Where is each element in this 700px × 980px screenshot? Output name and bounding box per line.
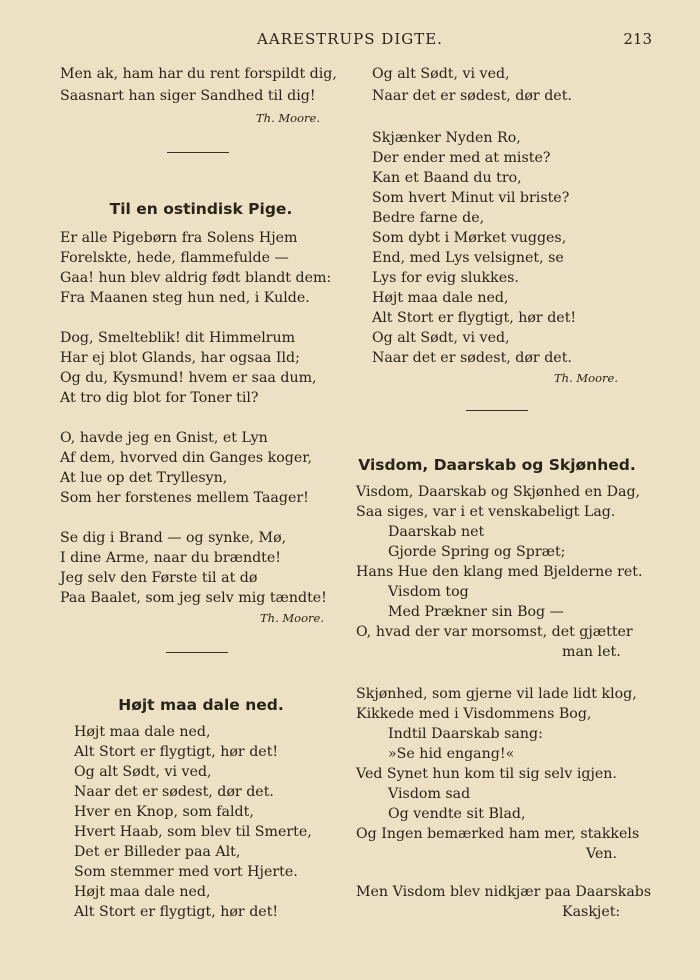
verse-line: Af dem, hvorved din Ganges koger, (60, 450, 312, 466)
verse-line: Visdom tog (388, 584, 469, 600)
verse-line: Kan et Baand du tro, (372, 170, 522, 186)
verse-line: Alt Stort er flygtigt, hør det! (372, 310, 577, 326)
verse-line: I dine Arme, naar du brændte! (60, 550, 281, 566)
verse-line: Ved Synet hun kom til sig selv igjen. (356, 766, 617, 782)
verse-line: man let. (562, 644, 621, 660)
verse-line: Hans Hue den klang med Bjelderne ret. (356, 564, 643, 580)
verse-line: Er alle Pigebørn fra Solens Hjem (60, 230, 298, 246)
verse-line: Hvert Haab, som blev til Smerte, (74, 824, 312, 840)
verse-line: Paa Baalet, som jeg selv mig tændte! (60, 590, 327, 606)
section-divider (167, 152, 229, 153)
verse-line: Skjænker Nyden Ro, (372, 130, 521, 146)
page-number: 213 (623, 30, 652, 48)
verse-line: Som her forstenes mellem Taager! (60, 490, 309, 506)
verse-line: Højt maa dale ned, (74, 724, 211, 740)
verse-line: Alt Stort er flygtigt, hør det! (74, 904, 279, 920)
attribution: Th. Moore. (256, 111, 320, 125)
verse-line: End, med Lys velsignet, se (372, 250, 564, 266)
verse-line: Lys for evig slukkes. (372, 270, 519, 286)
verse-line: Saa siges, var i et venskabeligt Lag. (356, 504, 616, 520)
section-divider (166, 652, 228, 653)
verse-line: Som stemmer med vort Hjerte. (74, 864, 298, 880)
verse-line: At lue op det Tryllesyn, (60, 470, 228, 486)
verse-line: Kikkede med i Visdommens Bog, (356, 706, 592, 722)
verse-line: Naar det er sødest, dør det. (372, 88, 572, 104)
verse-line: Og alt Sødt, vi ved, (372, 330, 510, 346)
verse-line: Dog, Smelteblik! dit Himmelrum (60, 330, 296, 346)
verse-line: Men ak, ham har du rent forspildt dig, (60, 66, 337, 82)
verse-line: Og alt Sødt, vi ved, (74, 764, 212, 780)
attribution: Th. Moore. (554, 371, 618, 385)
section-divider (466, 410, 528, 411)
verse-line: Der ender med at miste? (372, 150, 551, 166)
verse-line: Se dig i Brand — og synke, Mø, (60, 530, 287, 546)
poem-title: Visdom, Daarskab og Skjønhed. (358, 456, 636, 474)
verse-line: Naar det er sødest, dør det. (372, 350, 572, 366)
verse-line: O, hvad der var morsomst, det gjætter (356, 624, 633, 640)
verse-line: Men Visdom blev nidkjær paa Daarskabs (356, 884, 652, 900)
verse-line: Og vendte sit Blad, (388, 806, 526, 822)
verse-line: Det er Billeder paa Alt, (74, 844, 241, 860)
running-title: AARESTRUPS DIGTE. (257, 30, 443, 48)
verse-line: Gaa! hun blev aldrig født blandt dem: (60, 270, 332, 286)
verse-line: Naar det er sødest, dør det. (74, 784, 274, 800)
attribution: Th. Moore. (260, 611, 324, 625)
verse-line: Daarskab net (388, 524, 485, 540)
verse-line: Ven. (586, 846, 617, 862)
verse-line: Indtil Daarskab sang: (388, 726, 543, 742)
verse-line: Har ej blot Glands, har ogsaa Ild; (60, 350, 300, 366)
verse-line: At tro dig blot for Toner til? (60, 390, 259, 406)
verse-line: Fra Maanen steg hun ned, i Kulde. (60, 290, 310, 306)
verse-line: Forelskte, hede, flammefulde — (60, 250, 289, 266)
poem-title: Højt maa dale ned. (118, 696, 284, 714)
verse-line: Hver en Knop, som faldt, (74, 804, 254, 820)
verse-line: Gjorde Spring og Spræt; (388, 544, 566, 560)
verse-line: O, havde jeg en Gnist, et Lyn (60, 430, 268, 446)
verse-line: Højt maa dale ned, (74, 884, 211, 900)
verse-line: Med Prækner sin Bog — (388, 604, 564, 620)
poem-title: Til en ostindisk Pige. (109, 200, 293, 218)
verse-line: Visdom sad (388, 786, 471, 802)
verse-line: Som dybt i Mørket vugges, (372, 230, 567, 246)
verse-line: Visdom, Daarskab og Skjønhed en Dag, (356, 484, 641, 500)
verse-line: Bedre farne de, (372, 210, 485, 226)
verse-line: Som hvert Minut vil briste? (372, 190, 570, 206)
verse-line: Alt Stort er flygtigt, hør det! (74, 744, 279, 760)
verse-line: Og alt Sødt, vi ved, (372, 66, 510, 82)
verse-line: Og Ingen bemærked ham mer, stakkels (356, 826, 640, 842)
verse-line: »Se hid engang!« (388, 746, 515, 762)
verse-line: Skjønhed, som gjerne vil lade lidt klog, (356, 686, 637, 702)
verse-line: Jeg selv den Første til at dø (60, 570, 258, 586)
verse-line: Og du, Kysmund! hvem er saa dum, (60, 370, 317, 386)
running-header (0, 28, 700, 52)
verse-line: Kaskjet: (562, 904, 621, 920)
verse-line: Højt maa dale ned, (372, 290, 509, 306)
verse-line: Saasnart han siger Sandhed til dig! (60, 88, 316, 104)
